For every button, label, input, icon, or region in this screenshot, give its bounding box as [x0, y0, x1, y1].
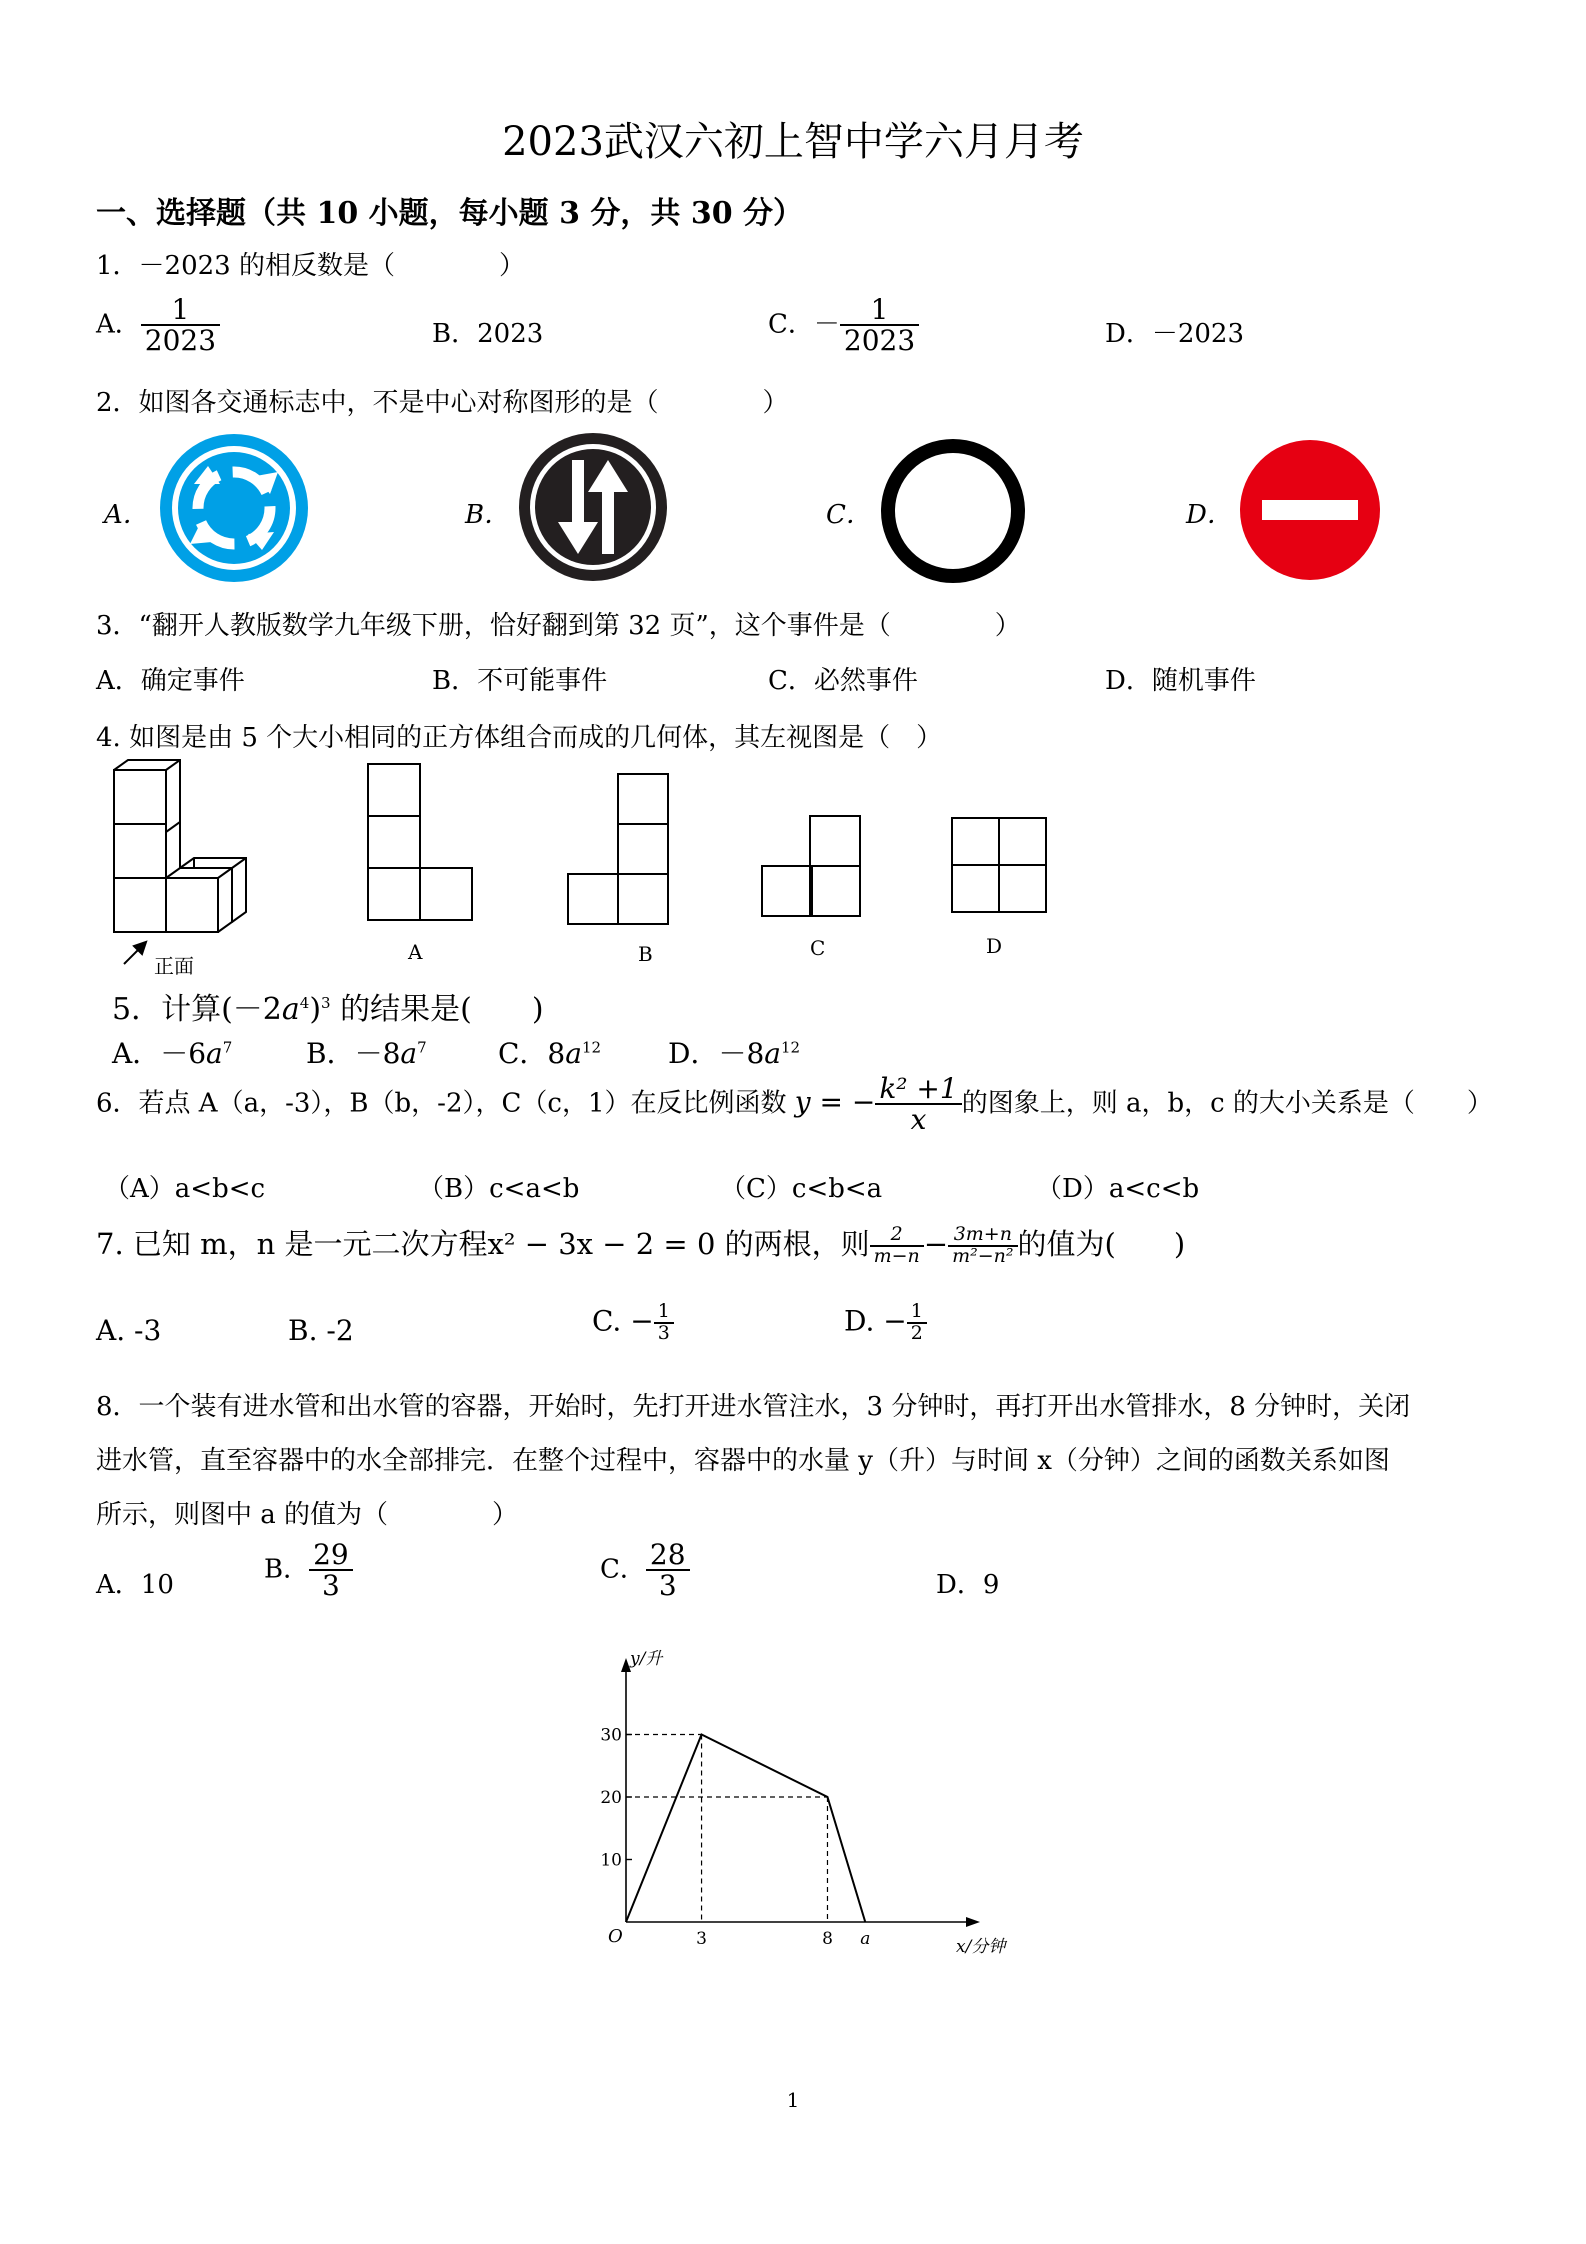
q7-fraction-1: $\frac{2}{m-n}$	[870, 1225, 924, 1267]
y-tick-label: 10	[600, 1850, 622, 1871]
q6-func-fraction: $\frac{\text{k² +1}}{x}$	[875, 1074, 961, 1135]
y-tick-label: 30	[600, 1725, 622, 1746]
x-tick-label: 8	[822, 1929, 833, 1949]
view-label-a: A	[408, 940, 423, 964]
q1-option-a	[96, 295, 220, 356]
no-entry-sign-icon	[1238, 438, 1382, 582]
origin-label: O	[608, 1926, 623, 1947]
q7-fraction-2: $\frac{3m+n}{\text{m²−n²}}$	[948, 1225, 1017, 1267]
q5-option-d: D．$-8a^{12}$	[668, 1037, 801, 1070]
q7-stem: 7. 已知 m，n 是一元二次方程x² − 3x − 2 = 0 的两根，则 $\frac{2}{m-n}$ − $\frac{3m+n}{\text{m²−n²}}$ 的值为( )	[96, 1223, 1186, 1267]
q6-option-b: （B）c<a<b	[418, 1174, 580, 1204]
cube-solid-figure	[100, 758, 280, 978]
q1-stem: 1．－2023 的相反数是（ ）	[96, 251, 525, 281]
q3-option-a: A．确定事件	[96, 666, 245, 696]
q3-option-d: D．随机事件	[1105, 666, 1256, 696]
q2-label-b: B．	[465, 500, 511, 530]
q1-c-fraction: $\frac{1}{2023}$	[840, 295, 919, 356]
view-label-d: D	[986, 934, 1003, 958]
q7-option-d: D. − $\frac{1}{2}$	[844, 1302, 927, 1344]
front-view-label: 正面	[154, 954, 194, 978]
view-label-c: C	[810, 936, 826, 960]
q3-option-c: C．必然事件	[768, 666, 918, 696]
q8-line-3: 所示，则图中 a 的值为（ ）	[96, 1500, 519, 1530]
page-number: 1	[786, 2088, 800, 2112]
two-way-traffic-sign-icon	[518, 432, 668, 582]
q3-stem: 3．“翻开人教版数学九年级下册，恰好翻到第 32 页”，这个事件是（ ）	[96, 611, 1021, 641]
view-label-b: B	[638, 942, 653, 966]
q2-label-d: D．	[1186, 500, 1233, 530]
q1-option-c	[768, 295, 919, 356]
q8-option-a: A．10	[96, 1570, 174, 1600]
q2-label-a: A．	[104, 500, 149, 530]
y-tick-label: 20	[600, 1788, 622, 1808]
q6-option-d: （D）a<c<b	[1036, 1174, 1200, 1204]
series-line	[626, 1735, 865, 1923]
view-option-d-figure	[950, 816, 1050, 916]
page-title: 2023武汉六初上智中学六月月考	[502, 119, 1084, 165]
q6-option-a: （A）a<b<c	[104, 1174, 266, 1204]
q5-option-c: C．$8a^{12}$	[498, 1037, 602, 1070]
roundabout-sign-icon	[158, 432, 310, 584]
q1-option-b: B．2023	[432, 319, 544, 349]
q1-a-fraction: $\frac{1}{2023}$	[141, 295, 220, 356]
q4-stem: 4. 如图是由 5 个大小相同的正方体组合而成的几何体，其左视图是（ ）	[96, 723, 943, 753]
x-tick-label: 3	[696, 1929, 707, 1949]
q5-option-b: B．$-8a^7$	[306, 1037, 427, 1070]
section-heading: 一、选择题（共 10 小题，每小题 3 分，共 30 分）	[96, 196, 804, 231]
q1-option-d: D．－2023	[1105, 319, 1245, 349]
q3-option-b: B．不可能事件	[432, 666, 608, 696]
q8-water-volume-chart	[560, 1636, 1006, 1966]
x-axis-arrow	[966, 1917, 980, 1927]
q6-option-c: （C）c<b<a	[720, 1174, 883, 1204]
q2-stem: 2．如图各交通标志中，不是中心对称图形的是（ ）	[96, 388, 789, 418]
y-axis-label: y/升	[630, 1649, 663, 1669]
ring-sign-icon	[878, 436, 1028, 586]
q5-option-a: A．$-6a^7$	[112, 1037, 233, 1070]
q8-line-2: 进水管，直至容器中的水全部排完．在整个过程中，容器中的水量 y（升）与时间 x（分钟）之间的函数关系如图	[96, 1446, 1390, 1476]
q8-line-1: 8．一个装有进水管和出水管的容器，开始时，先打开进水管注水，3 分钟时，再打开出水管排水，8 分钟时，关闭	[96, 1392, 1411, 1422]
q2-label-c: C．	[826, 500, 872, 530]
q1-c-label: C．－	[768, 309, 840, 340]
view-option-b-figure	[564, 772, 674, 926]
q6-stem: 6．若点 A（a，-3），B（b，-2），C（c，1）在反比例函数 y = − $\frac{\text{k² +1}}{x}$ 的图象上，则 a，b，c 的大小关系是（ ）	[96, 1072, 1493, 1137]
q5-stem: 5．计算$(-2a^4)^3$ 的结果是( )	[112, 992, 544, 1027]
q6-func-lhs: y = −	[794, 1085, 876, 1119]
view-option-c-figure	[760, 814, 870, 920]
q8-option-c: C． $\frac{28}{3}$	[600, 1540, 690, 1601]
view-option-a-figure	[366, 762, 476, 922]
q7-option-b: B. -2	[288, 1314, 354, 1347]
x-tick-label: a	[860, 1929, 871, 1949]
q8-option-d: D．9	[936, 1570, 1000, 1600]
q7-option-a: A. -3	[96, 1314, 162, 1347]
q8-option-b: B． $\frac{29}{3}$	[264, 1540, 353, 1601]
x-axis-label: x/分钟	[956, 1937, 1006, 1957]
q1-a-label: A．	[96, 309, 141, 340]
q7-option-c: C. − $\frac{1}{3}$	[592, 1302, 674, 1344]
